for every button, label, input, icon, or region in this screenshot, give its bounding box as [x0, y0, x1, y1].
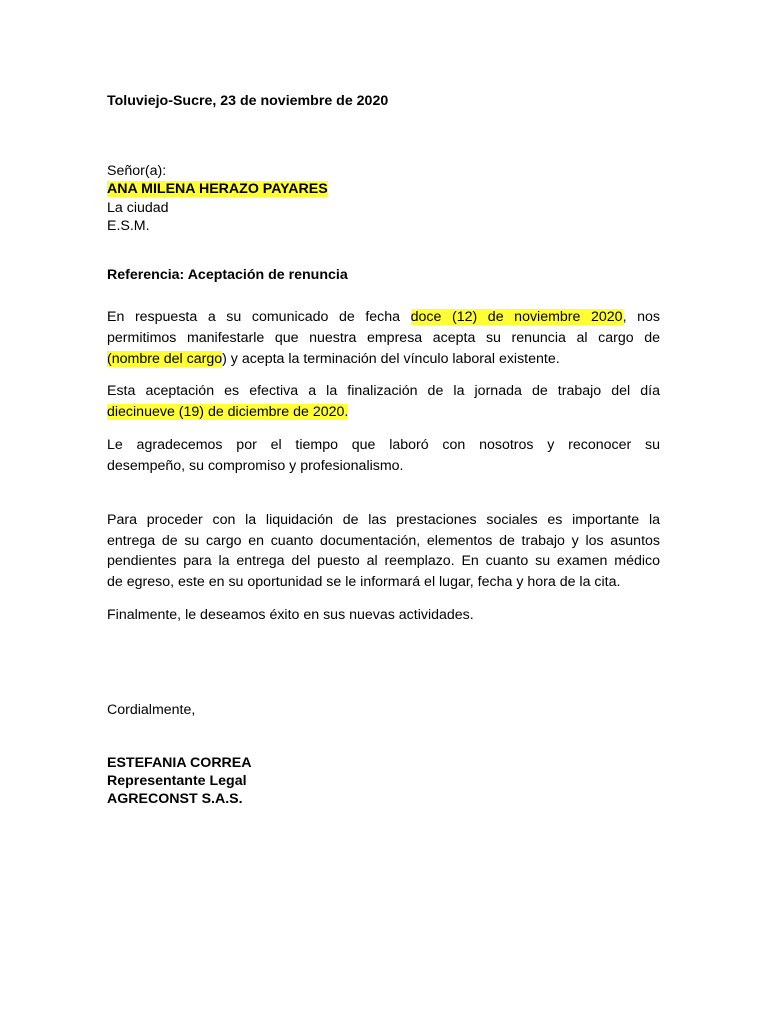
reference-line: Referencia: Aceptación de renuncia	[107, 267, 348, 283]
paragraph-line	[107, 307, 660, 328]
text-segment: En respuesta a su comunicado de fecha	[107, 309, 401, 325]
paragraph-line: Para proceder con la liquidación de las prestaciones sociales es importante la	[107, 512, 660, 528]
paragraph-liquidation	[107, 510, 660, 592]
paragraph-farewell: Finalmente, le deseamos éxito en sus nuevas actividades.	[107, 607, 474, 623]
salutation: Señor(a):	[107, 163, 167, 179]
recipient-name-highlight: ANA MILENA HERAZO PAYARES	[107, 181, 328, 197]
text-segment: ) y acepta la terminación del vínculo laboral existente.	[222, 351, 560, 367]
paragraph-line: Esta aceptación es efectiva a la finalización de la jornada de trabajo del día	[107, 383, 660, 399]
date-highlight: doce (12) de noviembre 2020	[410, 309, 623, 325]
paragraph-line: entrega de su cargo en cuanto documentación, elementos de trabajo y los asuntos	[107, 532, 660, 549]
signer-company: AGRECONST S.A.S.	[107, 791, 243, 807]
paragraph-line	[107, 402, 660, 423]
paragraph-response	[107, 307, 660, 370]
paragraph-line: pendientes para la entrega del puesto al reemplazo. En cuanto su examen médico	[107, 553, 660, 569]
text-segment: , nos	[622, 309, 660, 325]
recipient-esm: E.S.M.	[107, 218, 150, 234]
paragraph-line: Le agradecemos por el tiempo que laboró con nosotros y reconocer su	[107, 437, 660, 453]
end-date-highlight: diecinueve (19) de diciembre de 2020.	[107, 404, 349, 420]
paragraph-thanks	[107, 435, 660, 477]
position-highlight: (nombre del cargo	[107, 351, 223, 367]
paragraph-effective	[107, 381, 660, 423]
closing: Cordialmente,	[107, 702, 196, 718]
recipient-city: La ciudad	[107, 200, 169, 216]
recipient-name	[107, 180, 328, 198]
signer-title: Representante Legal	[107, 773, 247, 789]
paragraph-line: desempeño, su compromiso y profesionalismo.	[107, 458, 404, 474]
date-line: Toluviejo-Sucre, 23 de noviembre de 2020	[107, 93, 389, 109]
paragraph-line: de egreso, este en su oportunidad se le informará el lugar, fecha y hora de la cita.	[107, 573, 621, 590]
paragraph-line	[107, 349, 660, 370]
paragraph-line: permitimos manifestarle que nuestra empresa acepta su renuncia al cargo de	[107, 330, 660, 346]
signer-name: ESTEFANIA CORREA	[107, 755, 252, 771]
